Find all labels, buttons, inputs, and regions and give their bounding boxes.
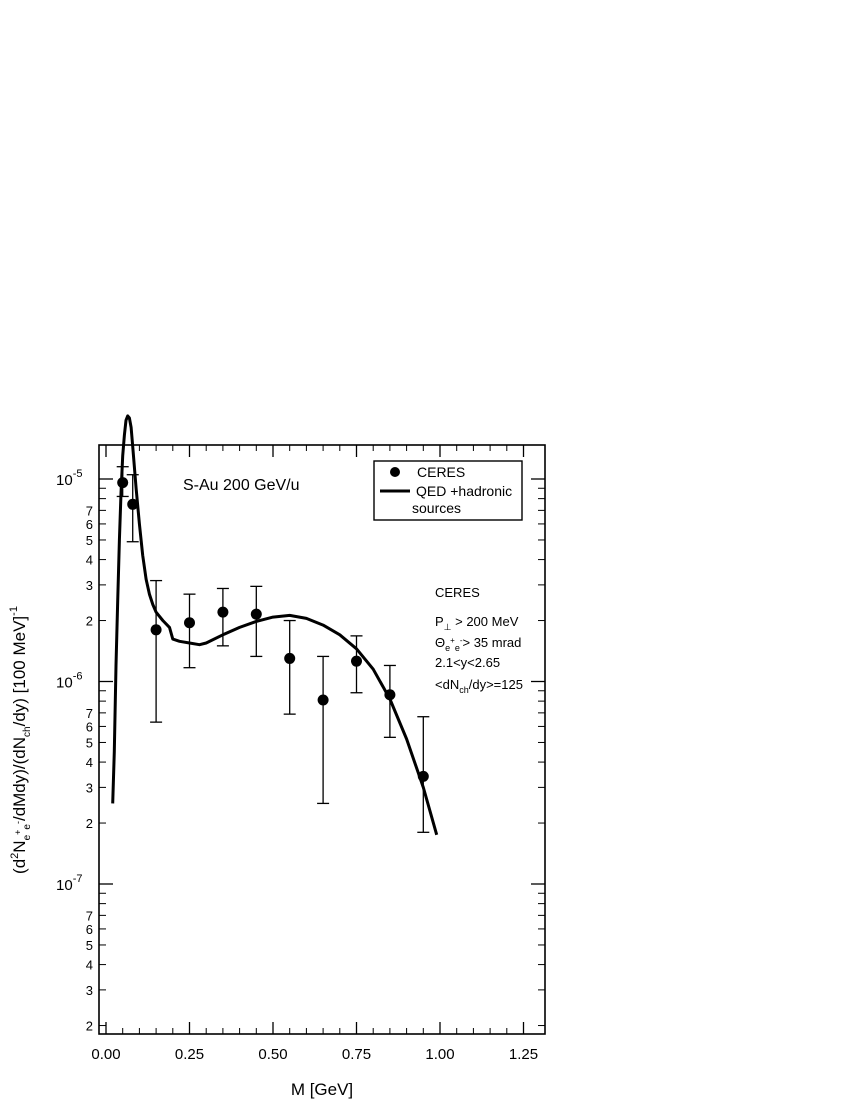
legend-label-model-line2: sources (412, 500, 462, 516)
y-minor-tick-label: 2 (85, 1018, 93, 1034)
y-title-sub-e1: e (22, 834, 33, 841)
data-point (117, 477, 128, 488)
annotation-theta-sub2: e (454, 643, 460, 653)
annotation-theta (435, 635, 521, 653)
y-minor-tick-label: 5 (85, 532, 93, 548)
data-point (217, 607, 228, 618)
data-point (351, 656, 362, 667)
plot-frame (99, 445, 545, 1034)
x-tick-label: 0.50 (258, 1046, 288, 1063)
annotation-pt-symbol: P (435, 614, 444, 629)
axis-ticks (99, 445, 545, 1034)
x-tick-labels (91, 1046, 538, 1063)
data-point (418, 771, 429, 782)
y-minor-tick-label: 4 (85, 552, 93, 568)
y-tick-base: 10 (56, 472, 73, 489)
y-title-sup-minus: - (13, 821, 23, 825)
data-point (284, 653, 295, 664)
annotation-theta-sup1: + (450, 636, 455, 645)
y-minor-tick-label: 5 (85, 735, 93, 751)
y-tick-labels (56, 468, 93, 1034)
y-minor-tick-label: 5 (85, 937, 93, 953)
y-minor-tick-label: 2 (85, 816, 93, 832)
y-axis-title (8, 606, 33, 874)
x-tick-label: 1.25 (508, 1046, 539, 1063)
y-tick-base: 10 (56, 674, 73, 692)
annotation-dn-sub: ch (459, 685, 469, 695)
annotation-dn-close: /dy>=125 (468, 677, 523, 692)
chart-title: S-Au 200 GeV/u (183, 477, 300, 494)
y-minor-tick-label: 6 (85, 921, 93, 937)
annotation-theta-text: > 35 mrad (462, 635, 522, 650)
y-minor-tick-label: 7 (85, 908, 93, 924)
x-axis-title: M [GeV] (290, 1080, 354, 1099)
annotation-multiplicity (435, 677, 523, 695)
data-point (184, 617, 195, 628)
data-point (127, 499, 138, 510)
legend-marker-points (390, 467, 400, 477)
y-title-sub-ch: ch (22, 726, 33, 737)
y-title-open: (d (10, 858, 29, 874)
y-title-sup-exp: -1 (8, 606, 20, 616)
y-major-tick-label (56, 468, 82, 489)
y-minor-tick-label: 6 (85, 719, 93, 735)
data-points-layer (117, 467, 430, 833)
x-tick-label: 0.75 (341, 1046, 372, 1063)
data-point (318, 695, 329, 706)
y-tick-exponent: -7 (72, 873, 83, 885)
y-title-sub-e2: e (22, 824, 33, 830)
annotation-pt-text: > 200 MeV (451, 614, 519, 629)
y-minor-tick-label: 7 (85, 705, 93, 721)
annotation-theta-sub1: e (445, 643, 451, 653)
y-minor-tick-label: 3 (85, 780, 93, 796)
y-tick-exponent: -6 (72, 670, 83, 683)
y-minor-tick-label: 4 (85, 755, 93, 771)
y-minor-tick-label: 3 (85, 577, 93, 593)
annotation-theta-sup2: - (459, 636, 463, 645)
annotation-head: CERES (435, 585, 480, 600)
data-point (384, 689, 395, 700)
y-title-close: /dy) [100 MeV] (10, 615, 29, 727)
data-point (251, 609, 262, 620)
x-tick-label: 0.00 (91, 1046, 121, 1063)
y-tick-base: 10 (56, 877, 73, 894)
legend-label-model-line1: QED +hadronic (416, 483, 513, 499)
y-title-n: N (10, 840, 29, 853)
y-minor-tick-label: 4 (85, 957, 93, 973)
x-tick-label: 1.00 (425, 1046, 455, 1063)
legend-label-ceres: CERES (417, 464, 466, 480)
annotation-theta-symbol: Θ (435, 635, 446, 650)
data-point (151, 624, 162, 635)
annotation-pt (435, 614, 519, 632)
y-title-sup-plus: + (13, 829, 23, 835)
y-minor-tick-label: 6 (85, 516, 93, 532)
y-major-tick-label (56, 873, 82, 894)
annotation-rapidity: 2.1<y<2.65 (435, 655, 501, 670)
annotation-dn-open: <dN (435, 677, 460, 692)
y-title-mid: /dMdy)/(dN (10, 736, 29, 822)
y-title-sup2: 2 (9, 852, 21, 859)
x-tick-label: 0.25 (174, 1046, 205, 1063)
y-minor-tick-label: 2 (85, 613, 93, 629)
y-minor-tick-label: 7 (85, 503, 93, 519)
annotation-pt-subscript: ⊥ (443, 622, 452, 632)
y-minor-tick-label: 3 (85, 982, 93, 998)
y-tick-exponent: -5 (72, 468, 83, 480)
y-major-tick-label (56, 671, 82, 692)
